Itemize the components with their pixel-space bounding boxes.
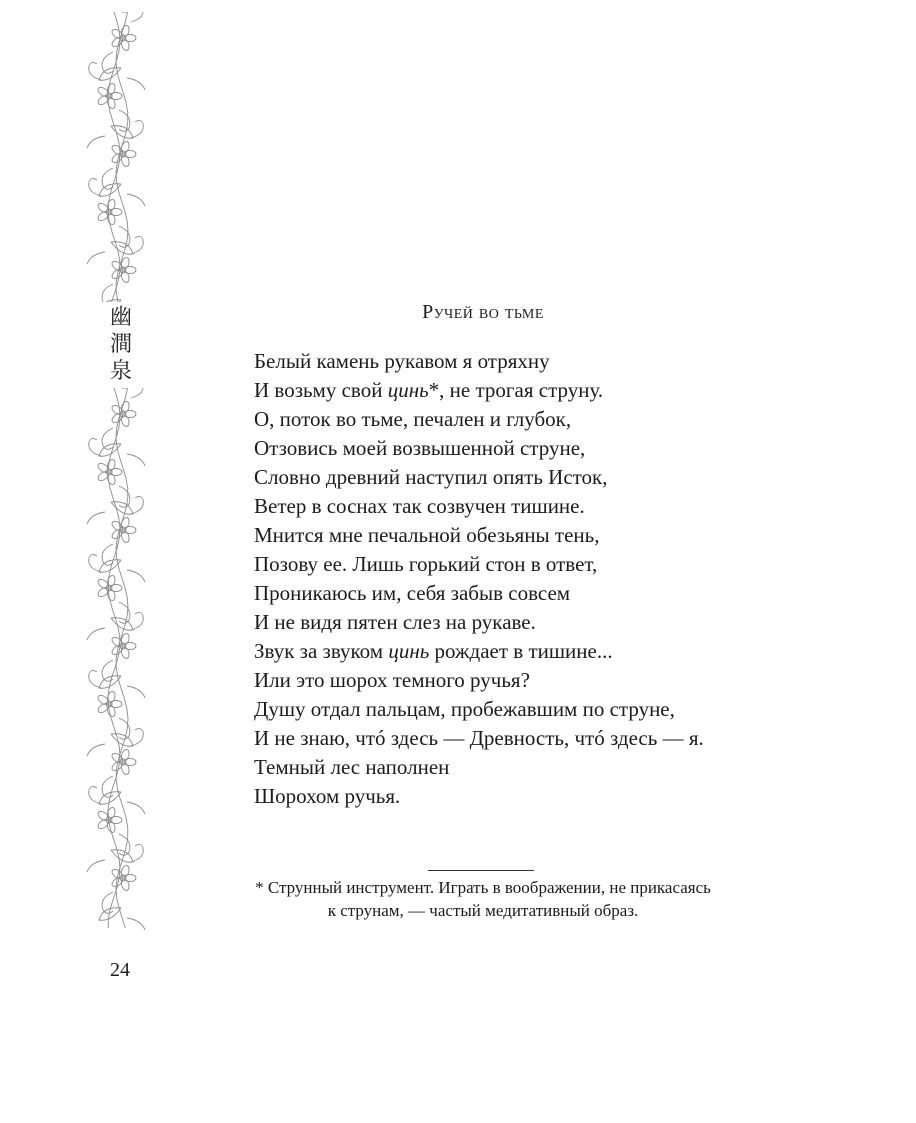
- poem-line: О, поток во тьме, печален и глубок,: [254, 407, 572, 431]
- page-number: 24: [110, 959, 130, 981]
- poem-line: Словно древний наступил опять Исток,: [254, 465, 608, 489]
- poem-line: И возьму свой цинь*, не трогая струну.: [254, 378, 604, 402]
- italic-term: цинь: [388, 639, 430, 663]
- poem-title: Ручей во тьме: [422, 301, 544, 323]
- poem-line: Шорохом ручья.: [254, 784, 401, 808]
- italic-term: цинь: [387, 378, 429, 402]
- poem-line: Ветер в соснах так созвучен тишине.: [254, 494, 585, 518]
- poem-line: И не знаю, чтó здесь — Древность, чтó здесь — я.: [254, 726, 704, 750]
- poem-line: Или это шорох темного ручья?: [254, 668, 530, 692]
- poem-line: И не видя пятен слез на рукаве.: [254, 610, 536, 634]
- floral-ornament-top: [86, 12, 146, 302]
- side-title-char: 澗: [109, 332, 132, 357]
- floral-ornament-bottom: [86, 388, 146, 936]
- side-title-char: 泉: [109, 359, 132, 384]
- poem-line: Позову ее. Лишь горький стон в ответ,: [254, 552, 598, 576]
- side-title-vertical: [104, 304, 138, 385]
- footnote: [200, 876, 766, 922]
- poem-body: [254, 347, 704, 811]
- poem-line: Темный лес наполнен: [254, 755, 450, 779]
- footnote-line: к струнам, — частый медитативный образ.: [327, 901, 639, 920]
- poem-line: Отзовись моей возвышенной струне,: [254, 436, 586, 460]
- poem-line: Душу отдал пальцам, пробежавшим по струне,: [254, 697, 675, 721]
- poem-line: Мнится мне печальной обезьяны тень,: [254, 523, 600, 547]
- poem-line: Белый камень рукавом я отряхну: [254, 349, 550, 373]
- poem-line: Звук за звуком цинь рождает в тишине...: [254, 639, 613, 663]
- footnote-line: * Струнный инструмент. Играть в воображении, не прикасаясь: [255, 878, 711, 897]
- footnote-rule: [428, 870, 534, 871]
- side-title-char: 幽: [109, 305, 132, 330]
- poem-line: Проникаюсь им, себя забыв совсем: [254, 581, 571, 605]
